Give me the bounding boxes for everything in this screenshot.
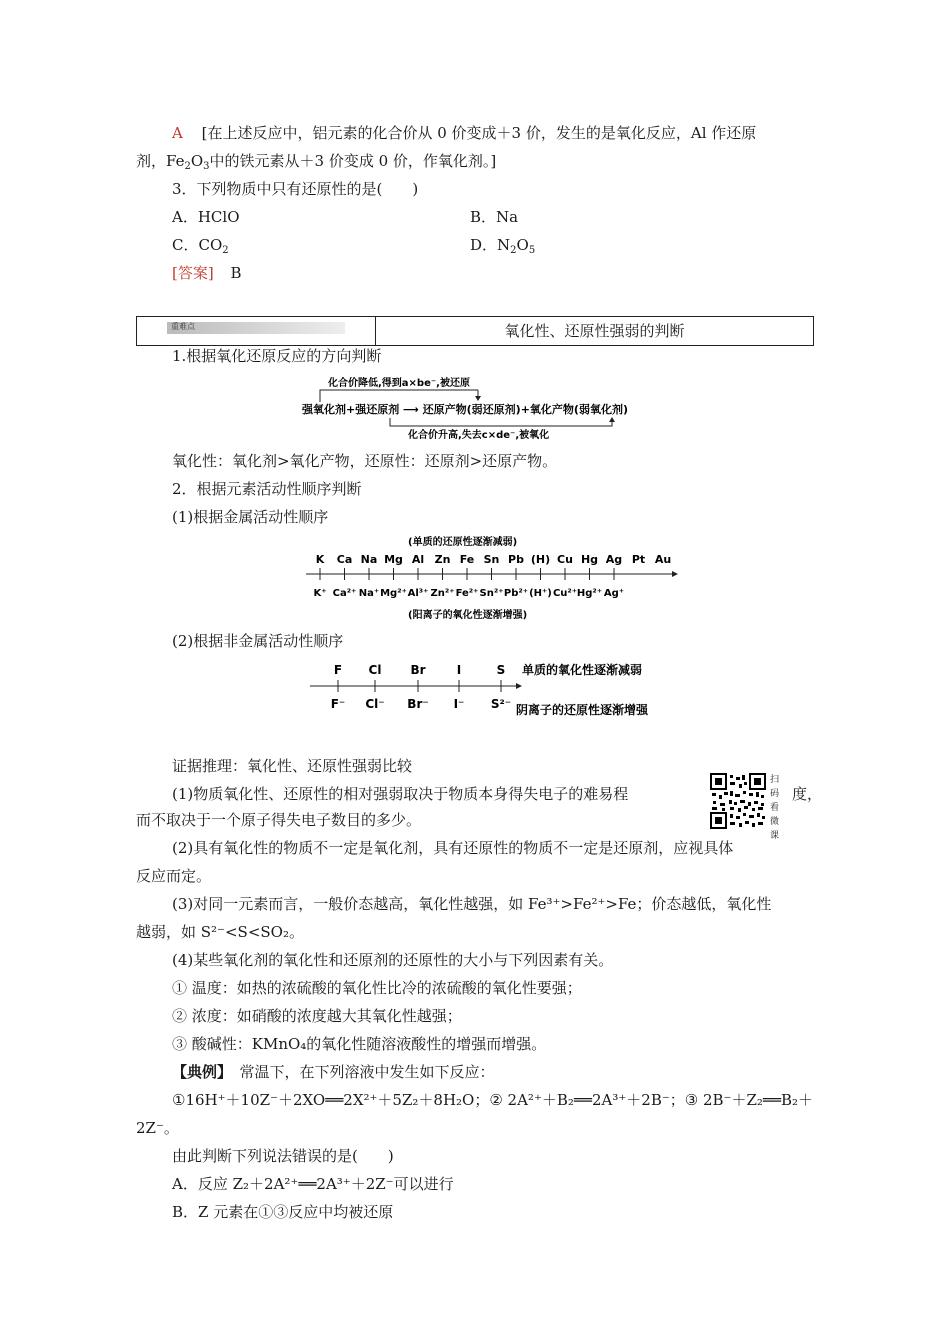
metal-element-label: Al (411, 553, 425, 566)
arrowhead (609, 417, 615, 422)
example-option-b: B．Z 元素在①③反应中均被还原 (172, 1203, 394, 1221)
example-reactions-b: 2Z⁻。 (136, 1119, 179, 1137)
question-3-answer (172, 262, 242, 284)
nonmetal-activity-chart (308, 658, 698, 724)
section-header (136, 316, 814, 346)
metal-element-label: K (315, 553, 325, 566)
question-3-stem: 3．下列物质中只有还原性的是( ) (172, 180, 419, 198)
evidence-p1-c: 而不取决于一个原子得失电子数目的多少。 (136, 811, 422, 829)
redox-equation: 强氧化剂+强还原剂 ⟶ 还原产物(弱还原剂)+氧化产物(弱氧化剂) (302, 403, 628, 416)
metal-element-label: Pt (631, 553, 646, 566)
section-2-sub-2: (2)根据非金属活动性顺序 (172, 632, 344, 650)
subscript: 2 (510, 245, 517, 256)
nonmetal-ion-label: Br⁻ (407, 697, 429, 711)
axis-arrowhead (516, 683, 522, 689)
section-2-heading: 2．根据元素活动性顺序判断 (172, 480, 362, 498)
section-title: 氧化性、还原性强弱的判断 (504, 322, 685, 340)
option-text: O (516, 236, 529, 254)
metal-ion-label: Cu²⁺ (552, 588, 578, 599)
metal-ion-label: Zn²⁺ (430, 588, 455, 599)
nonmetal-element-label: Br (410, 663, 426, 677)
metal-element-label: Sn (483, 553, 500, 566)
metal-element-label: Fe (459, 553, 475, 566)
answer-line-1 (172, 122, 756, 144)
evidence-p2-b: 反应而定。 (136, 867, 212, 885)
oxidation-label: 化合价升高,失去c×de⁻,被氧化 (408, 430, 550, 441)
section-tag (167, 322, 345, 334)
metal-ion-label: Hg²⁺ (576, 588, 603, 599)
question-3-option-a: A．HClO (172, 208, 240, 226)
example-question: 由此判断下列说法错误的是( ) (172, 1147, 394, 1165)
oxidation-bracket (390, 418, 612, 426)
metal-ion-label: Al³⁺ (407, 588, 429, 599)
example-option-a: A．反应 Z₂＋2A²⁺══2A³⁺＋2Z⁻可以进行 (172, 1175, 454, 1193)
metal-element-label: Ag (605, 553, 623, 566)
metal-element-label: Cu (557, 553, 573, 566)
metal-ion-label: Ag⁺ (603, 588, 625, 599)
metal-top-caption: (单质的还原性逐渐减弱) (408, 537, 518, 548)
nonmetal-element-label: Cl (368, 663, 382, 677)
subscript: 5 (528, 245, 536, 256)
evidence-p4: (4)某些氧化剂的氧化性和还原剂的还原性的大小与下列因素有关。 (172, 951, 614, 969)
metal-ion-label: Na⁺ (358, 588, 380, 599)
answer-line-2 (136, 150, 496, 178)
answer-explanation-1: [在上述反应中，铝元素的化合价从 0 价变成＋3 价，发生的是氧化反应，Al 作还原 (201, 124, 757, 142)
metal-element-label: Na (360, 553, 378, 566)
answer-text: 剂，Fe (136, 152, 185, 170)
example-intro-line (172, 1061, 495, 1083)
evidence-p4-1: ① 温度：如热的浓硫酸的氧化性比冷的浓硫酸的氧化性要强； (172, 979, 582, 997)
metal-element-label: Hg (580, 553, 599, 566)
evidence-p2-a: (2)具有氧化性的物质不一定是氧化剂，具有还原性的物质不一定是还原剂，应视具体 (172, 839, 734, 857)
metal-element-label: Mg (384, 553, 403, 566)
redox-direction-diagram (300, 372, 720, 442)
answer-label: [答案] (172, 264, 214, 282)
answer-text: 中的铁元素从＋3 价变成 0 价，作氧化剂。] (209, 152, 497, 170)
evidence-p4-3: ③ 酸碱性：KMnO₄的氧化性随溶液酸性的增强而增强。 (172, 1035, 547, 1053)
metal-element-label: Ca (336, 553, 353, 566)
metal-ion-label: K⁺ (313, 588, 327, 599)
evidence-p4-2: ② 浓度：如硝酸的浓度越大其氧化性越强； (172, 1007, 462, 1025)
nonmetal-top-caption: 单质的氧化性逐渐减弱 (522, 663, 643, 677)
metal-ion-label: Fe²⁺ (455, 588, 479, 599)
subscript: 2 (184, 161, 191, 172)
metal-ion-label: Sn²⁺ (479, 588, 504, 599)
nonmetal-element-label: S (496, 663, 506, 677)
question-3-option-c (172, 234, 229, 262)
evidence-p3-b: 越弱，如 S²⁻<S<SO₂。 (136, 923, 304, 941)
evidence-p1-b: 度， (792, 785, 823, 803)
nonmetal-bottom-caption: 阴离子的还原性逐渐增强 (516, 703, 649, 717)
nonmetal-ion-labels (331, 697, 511, 711)
section-2-sub-1: (1)根据金属活动性顺序 (172, 508, 329, 526)
metal-element-label: Pb (508, 553, 524, 566)
nonmetal-ion-label: I⁻ (453, 697, 465, 711)
nonmetal-element-labels (334, 663, 505, 677)
answer-value: B (230, 264, 242, 282)
evidence-p3-a: (3)对同一元素而言，一般价态越高，氧化性越强，如 Fe³⁺>Fe²⁺>Fe；价态越低，氧化性 (172, 895, 772, 913)
axis-arrowhead (672, 571, 678, 577)
section-1-conclusion: 氧化性：氧化剂>氧化产物，还原性：还原剂>还原产物。 (172, 452, 558, 470)
metal-element-label: Au (654, 553, 672, 566)
evidence-heading: 证据推理：氧化性、还原性强弱比较 (172, 757, 413, 775)
question-3-option-b: B．Na (470, 208, 519, 226)
qr-code-icon[interactable] (710, 773, 766, 829)
section-1-heading: 1.根据氧化还原反应的方向判断 (172, 347, 382, 365)
evidence-p1-a: (1)物质氧化性、还原性的相对强弱取决于物质本身得失电子的难易程 (172, 785, 629, 803)
arrowhead (475, 396, 481, 401)
reduction-label: 化合价降低,得到a×be⁻,被还原 (328, 378, 470, 389)
metal-element-labels (316, 553, 671, 566)
reduction-bracket (320, 390, 478, 402)
subscript: 2 (222, 245, 229, 256)
metal-ion-label: Ca²⁺ (332, 588, 357, 599)
nonmetal-element-label: I (456, 663, 462, 677)
nonmetal-element-label: F (333, 663, 343, 677)
option-text: D．N (470, 236, 511, 254)
metal-element-label: Zn (434, 553, 451, 566)
question-3-option-d (470, 234, 535, 262)
metal-ion-label: Pb²⁺ (503, 588, 529, 599)
metal-ion-labels (313, 588, 624, 599)
metal-activity-chart (302, 532, 682, 628)
nonmetal-ion-label: S²⁻ (490, 697, 512, 711)
nonmetal-ion-label: F⁻ (330, 697, 346, 711)
metal-bottom-caption: (阳离子的氧化性逐渐增强) (408, 610, 528, 621)
metal-element-label: (H) (530, 553, 551, 566)
qr-caption: 扫码看微课 (770, 775, 780, 841)
metal-ion-label: (H⁺) (529, 588, 552, 599)
answer-text: O (190, 152, 204, 170)
example-reactions-a: ①16H⁺＋10Z⁻＋2XO══2X²⁺＋5Z₂＋8H₂O；② 2A²⁺＋B₂══2A³⁺＋2B⁻；③ 2B⁻＋Z₂══B₂＋ (172, 1091, 813, 1109)
metal-ion-label: Mg²⁺ (380, 588, 407, 599)
answer-letter: A (172, 124, 183, 142)
subscript: 3 (203, 161, 210, 172)
option-text: C．CO (172, 236, 223, 254)
nonmetal-ion-label: Cl⁻ (365, 697, 385, 711)
example-intro: 常温下，在下列溶液中发生如下反应： (224, 1063, 495, 1081)
section-tag-text: 重难点 (171, 322, 195, 331)
example-label: 【典例】 (172, 1063, 225, 1081)
